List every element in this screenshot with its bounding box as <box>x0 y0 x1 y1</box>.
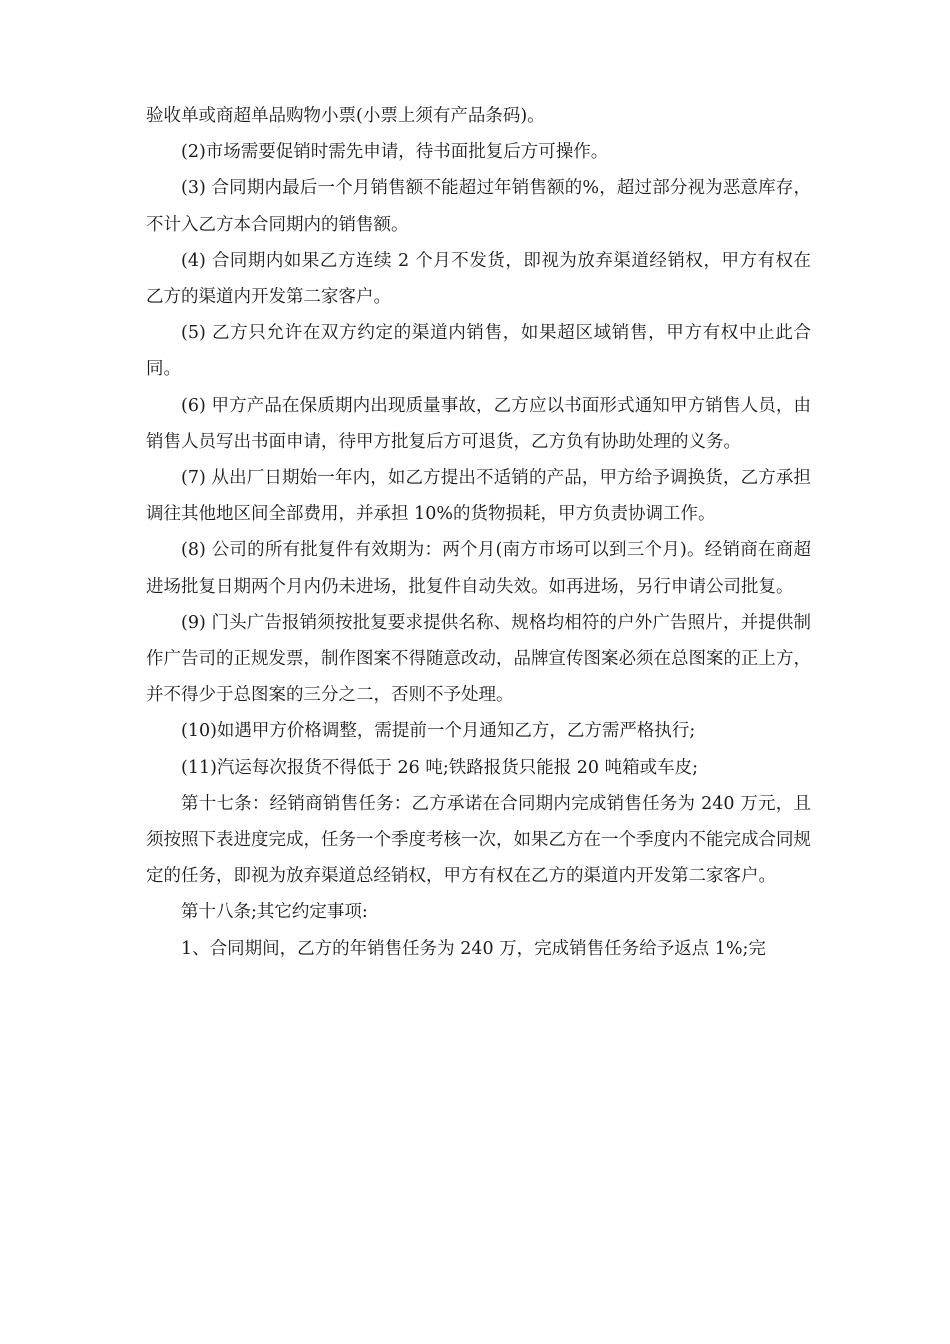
paragraph-continuation: 验收单或商超单品购物小票(小票上须有产品条码)。 <box>146 106 545 126</box>
paragraph-item-10: (10)如遇甲方价格调整，需提前一个月通知乙方，乙方需严格执行; <box>181 721 696 742</box>
article-18-heading: 第十八条;其它约定事项: <box>181 902 368 923</box>
paragraph-item-8: (8) 公司的所有批复件有效期为：两个月(南方市场可以到三个月)。经销商在商超进场批复日期两个月内仍未进场，批复件自动失效。如再进场，另行申请公司批复。 <box>146 540 811 597</box>
document-page <box>146 98 811 967</box>
paragraph-item-6: (6) 甲方产品在保质期内出现质量事故，乙方应以书面形式通知甲方销售人员，由销售人员写出书面申请，待甲方批复后方可退货，乙方负有协助处理的义务。 <box>146 395 811 452</box>
article-17-paragraph: 第十七条：经销商销售任务：乙方承诺在合同期内完成销售任务为 240 万元，且须按照下表进度完成，任务一个季度考核一次，如果乙方在一个季度内不能完成合同规定的任务，即视为放弃渠道总经销权，甲方有权在乙方的渠道内开发第二家客户。 <box>146 793 811 887</box>
paragraph-item-2: (2)市场需要促销时需先申请，待书面批复后方可操作。 <box>181 142 609 163</box>
paragraph-item-4: (4) 合同期内如果乙方连续 2 个月不发货，即视为放弃渠道经销权，甲方有权在乙方的渠道内开发第二家客户。 <box>146 250 811 308</box>
paragraph-item-7: (7) 从出厂日期始一年内，如乙方提出不适销的产品，甲方给予调换货，乙方承担调往其他地区间全部费用，并承担 10%的货物损耗，甲方负责协调工作。 <box>146 468 811 525</box>
paragraph-item-3: (3) 合同期内最后一个月销售额不能超过年销售额的%，超过部分视为恶意库存，不计入乙方本合同期内的销售额。 <box>146 178 811 235</box>
paragraph-item-11: (11)汽运每次报货不得低于 26 吨;铁路报货只能报 20 吨箱或车皮; <box>181 757 699 778</box>
article-18-item-1: 1、合同期间，乙方的年销售任务为 240 万，完成销售任务给予返点 1%;完 <box>181 938 766 959</box>
paragraph-item-9: (9) 门头广告报销须按批复要求提供名称、规格均相符的户外广告照片，并提供制作广告司的正规发票，制作图案不得随意改动，品牌宣传图案必须在总图案的正上方，并不得少于总图案的三分之二，否则不予处理。 <box>146 612 811 706</box>
paragraph-item-5: (5) 乙方只允许在双方约定的渠道内销售，如果超区域销售，甲方有权中止此合同。 <box>146 323 811 380</box>
